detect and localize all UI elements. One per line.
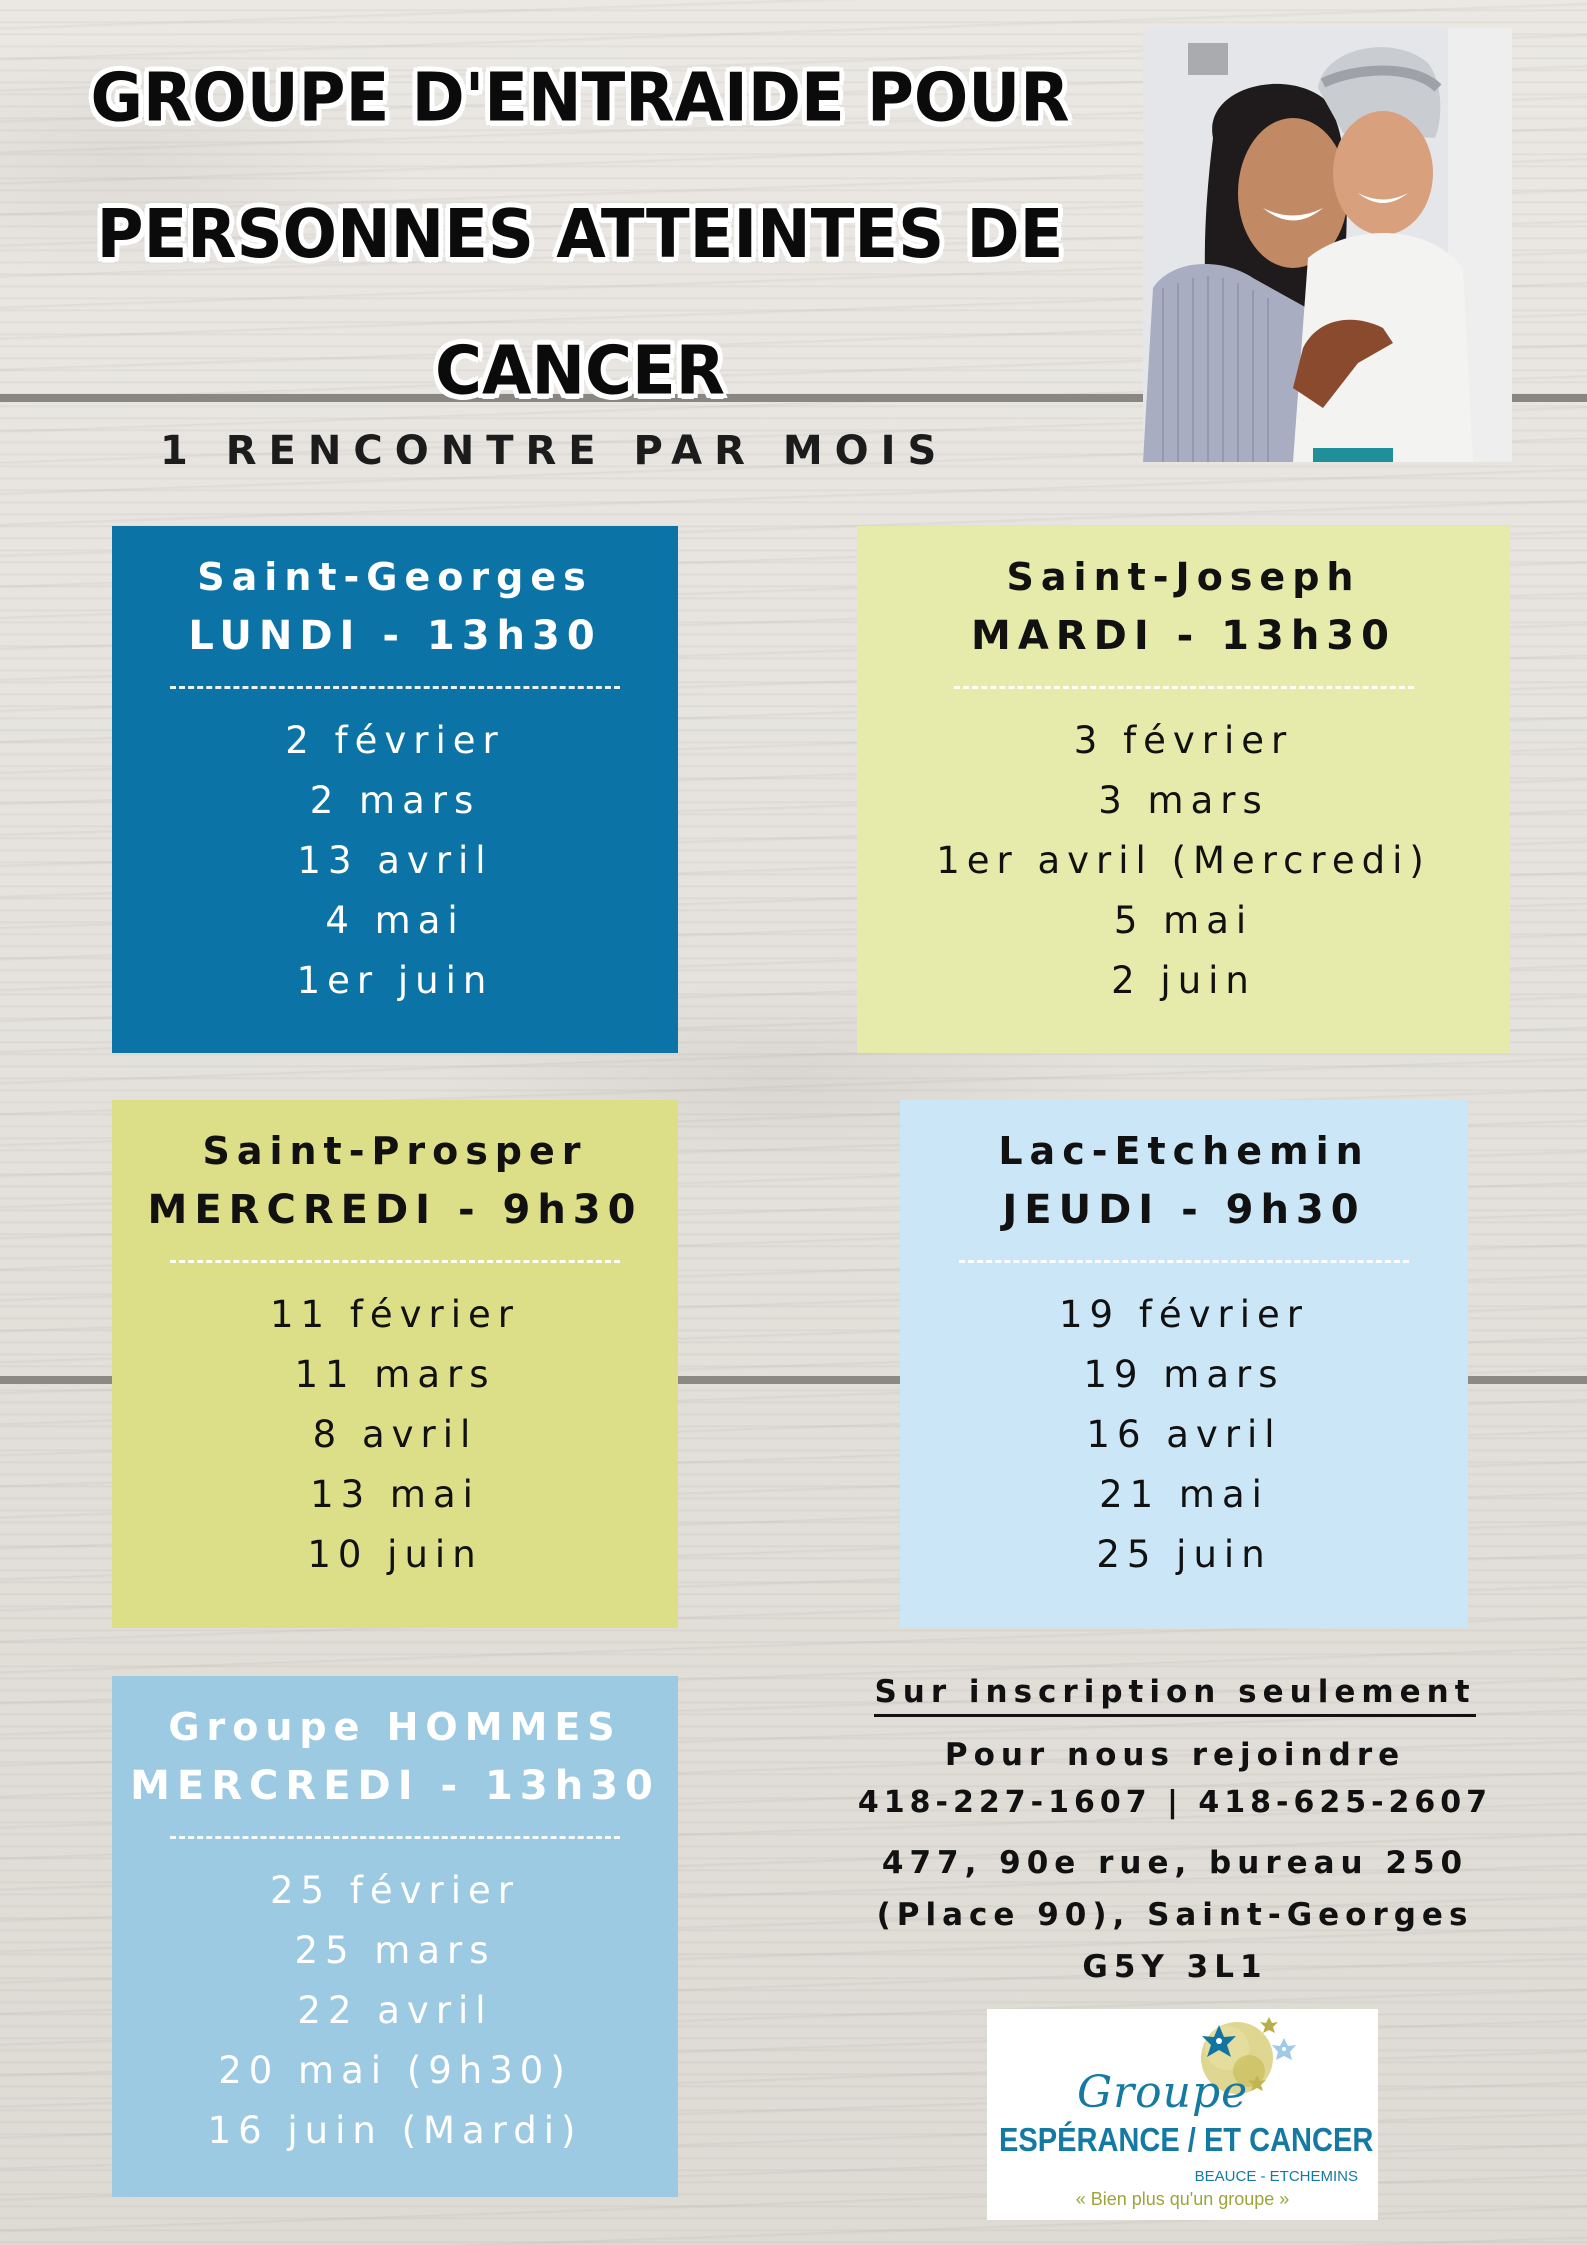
card-date: 2 juin	[1111, 959, 1256, 1002]
card-separator	[959, 1260, 1409, 1263]
card-date: 3 mars	[1098, 779, 1269, 822]
card-day-time: MARDI - 13h30	[971, 613, 1396, 659]
card-date: 11 février	[270, 1293, 520, 1336]
card-date: 8 avril	[312, 1413, 478, 1456]
card-date: 16 avril	[1086, 1413, 1282, 1456]
organization-logo	[987, 2009, 1378, 2220]
schedule-card-saint-prosper	[112, 1100, 678, 1628]
registration-note: Sur inscription seulement	[874, 1670, 1475, 1717]
join-label: Pour nous rejoindre	[944, 1737, 1406, 1773]
logo-script-text: Groupe	[1077, 2067, 1249, 2118]
card-location: Saint-Joseph	[1006, 555, 1361, 599]
card-date: 20 mai (9h30)	[218, 2049, 572, 2092]
card-separator	[954, 686, 1414, 689]
card-separator	[170, 1836, 620, 1839]
phone-numbers[interactable]: 418-227-1607 | 418-625-2607	[857, 1785, 1493, 1820]
card-date: 21 mai	[1099, 1473, 1269, 1516]
card-day-time: JEUDI - 9h30	[1002, 1187, 1366, 1233]
card-date: 19 février	[1059, 1293, 1309, 1336]
address-postal-code: G5Y 3L1	[1082, 1949, 1268, 1985]
title-line-2: PERSONNES ATTEINTES DE	[96, 196, 1064, 274]
card-date: 4 mai	[325, 899, 465, 942]
card-date: 2 mars	[309, 779, 481, 822]
page-title	[90, 30, 1070, 440]
title-line-3: CANCER	[434, 332, 726, 411]
card-date: 25 juin	[1096, 1533, 1272, 1576]
card-location: Groupe HOMMES	[168, 1705, 622, 1749]
schedule-card-lac-etchemin	[900, 1100, 1468, 1628]
card-date: 16 juin (Mardi)	[207, 2109, 583, 2152]
card-separator	[170, 1260, 620, 1263]
card-date: 13 mai	[310, 1473, 480, 1516]
card-day-time: LUNDI - 13h30	[188, 613, 602, 659]
logo-region: BEAUCE - ETCHEMINS	[1194, 2168, 1358, 2185]
address-line-2: (Place 90), Saint-Georges	[876, 1897, 1474, 1933]
card-date: 25 février	[270, 1869, 520, 1912]
schedule-card-groupe-hommes	[112, 1676, 678, 2197]
card-date: 5 mai	[1113, 899, 1254, 942]
card-date: 11 mars	[294, 1353, 496, 1396]
two-women-hugging-photo	[1143, 28, 1512, 462]
contact-info	[850, 1670, 1500, 1993]
logo-name: ESPÉRANCE / ET CANCER	[999, 2121, 1374, 2158]
card-day-time: MERCREDI - 9h30	[147, 1187, 643, 1233]
card-date: 22 avril	[297, 1989, 493, 2032]
card-date: 19 mars	[1083, 1353, 1285, 1396]
card-date: 1er juin	[296, 959, 494, 1002]
card-location: Saint-Georges	[197, 555, 593, 599]
frequency-subtitle: 1 RENCONTRE PAR MOIS	[160, 428, 949, 474]
photo-illustration-icon	[1143, 28, 1512, 462]
logo-tagline: « Bien plus qu'un groupe »	[1075, 2189, 1290, 2209]
schedule-card-saint-joseph	[857, 526, 1510, 1053]
card-date: 10 juin	[307, 1533, 483, 1576]
card-location: Saint-Prosper	[202, 1129, 588, 1173]
card-date: 2 février	[285, 719, 505, 762]
card-day-time: MERCREDI - 13h30	[130, 1763, 660, 1809]
address-line-1: 477, 90e rue, bureau 250	[881, 1845, 1469, 1881]
title-line-1: GROUPE D'ENTRAIDE POUR	[90, 59, 1070, 138]
card-date: 13 avril	[297, 839, 493, 882]
card-separator	[170, 686, 620, 689]
card-date: 25 mars	[294, 1929, 496, 1972]
card-location: Lac-Etchemin	[998, 1129, 1370, 1173]
schedule-card-saint-georges	[112, 526, 678, 1053]
card-date: 1er avril (Mercredi)	[936, 839, 1431, 882]
card-date: 3 février	[1073, 719, 1294, 762]
